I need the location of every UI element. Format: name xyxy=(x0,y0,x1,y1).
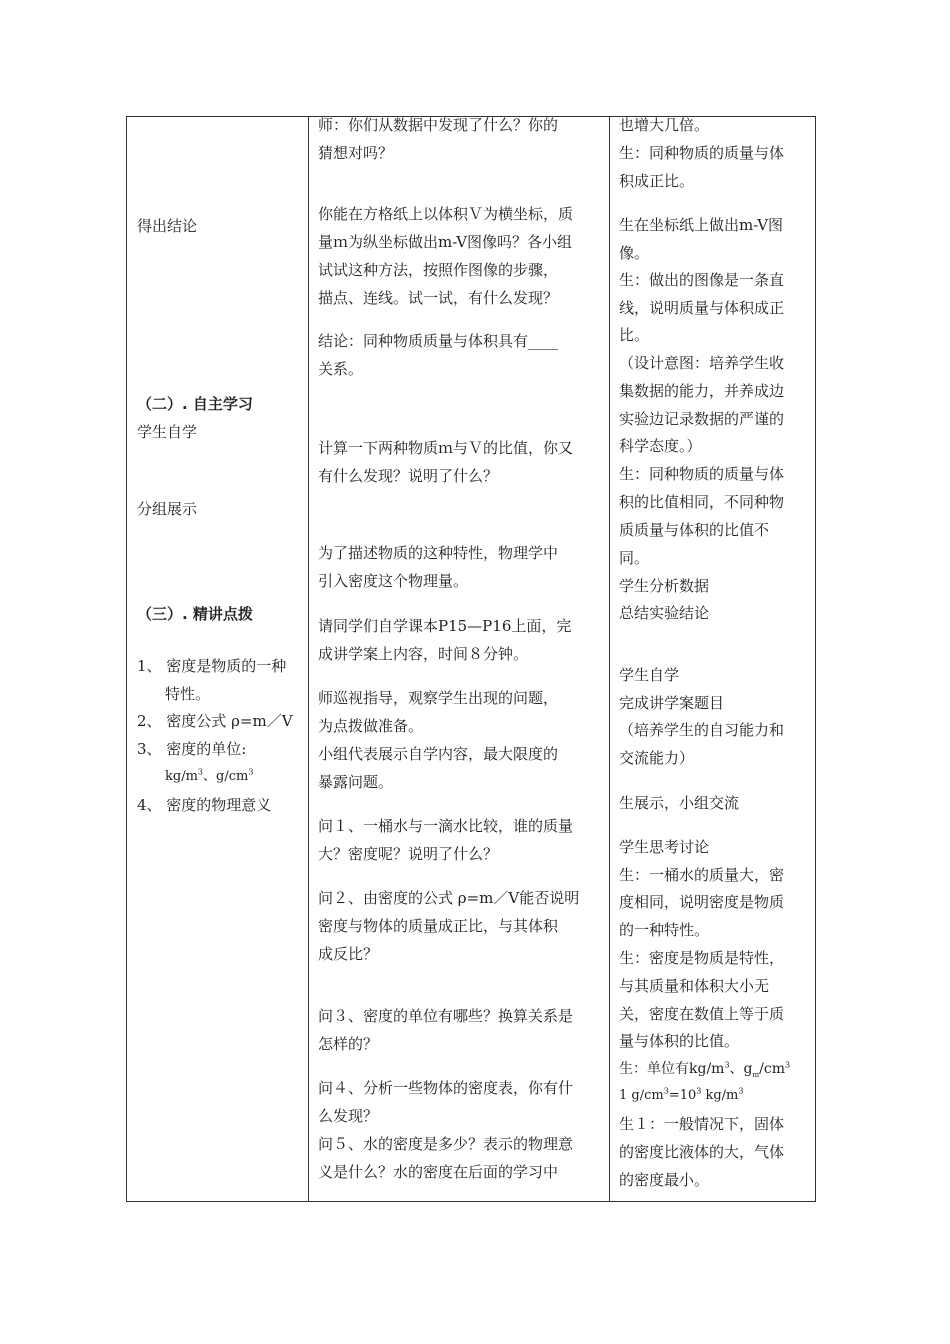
text-line: 计算一下两种物质ｍ与Ｖ的比值，你又 xyxy=(318,439,574,457)
point-item: 特性。 xyxy=(165,685,211,703)
design-note-line: 实验边记录数据的严谨的 xyxy=(619,410,785,428)
text-line: 完成讲学案题目 xyxy=(619,694,725,712)
text-line: 质质量与体积的比值不 xyxy=(619,521,770,539)
stage-group-presentation: 分组展示 xyxy=(137,500,198,518)
point-item: 4、 密度的物理意义 xyxy=(137,796,272,814)
text-line: 生在坐标纸上做出m-V图 xyxy=(619,216,784,234)
question-line: 问１、一桶水与一滴水比较，谁的质量 xyxy=(318,817,574,835)
text-line: 同。 xyxy=(619,549,650,567)
text-line: 度相同，说明密度是物质 xyxy=(619,893,785,911)
text-line: 量与体积的比值。 xyxy=(619,1032,740,1050)
text-line: 学生自学 xyxy=(619,666,680,684)
text-line: 师：你们从数据中发现了什么？你的 xyxy=(318,116,559,134)
text-line: 生１：一般情况下，固体 xyxy=(619,1115,785,1133)
text-line: 暴露问题。 xyxy=(318,773,394,791)
point-item: 2、 密度公式 ρ=m／V xyxy=(137,712,293,730)
question-line: 密度与物体的质量成正比，与其体积 xyxy=(318,917,559,935)
unit-conversion-line: 1 $g/cm^3=10^3$ $kg/m^3$ xyxy=(619,1086,744,1103)
question-line: 义是什么？水的密度在后面的学习中 xyxy=(318,1163,559,1181)
point-item: 3、 密度的单位: xyxy=(137,740,247,758)
question-line: 问２、由密度的公式 ρ=m／V能否说明 xyxy=(318,889,580,907)
text-line: 猜想对吗？ xyxy=(318,144,394,162)
text-line: 学生思考讨论 xyxy=(619,838,710,856)
text-line: 成讲学案上内容，时间８分钟。 xyxy=(318,645,529,663)
design-note-line: 科学态度。） xyxy=(619,437,702,455)
text-line: 关，密度在数值上等于质 xyxy=(619,1005,785,1023)
text-line: 为点拨做准备。 xyxy=(318,717,424,735)
text-line: 线，说明质量与体积成正 xyxy=(619,299,785,317)
text-line: 生：同种物质的质量与体 xyxy=(619,144,785,162)
text-line: 试试这种方法，按照作图像的步骤， xyxy=(318,261,559,279)
text-line: 引入密度这个物理量。 xyxy=(318,572,469,590)
question-line: 成反比？ xyxy=(318,945,379,963)
text-line: 师巡视指导，观察学生出现的问题， xyxy=(318,689,559,707)
text-line: 请同学们自学课本P15—P16上面，完 xyxy=(318,617,572,635)
text-line: 总结实验结论 xyxy=(619,604,710,622)
text-line: 有什么发现？说明了什么？ xyxy=(318,467,499,485)
text-line: 你能在方格纸上以体积Ｖ为横坐标，质 xyxy=(318,205,574,223)
text-line: 结论：同种物质质量与体积具有____ xyxy=(318,332,559,350)
text-line: 的密度最小。 xyxy=(619,1171,710,1189)
text-line: 与其质量和体积大小无 xyxy=(619,977,770,995)
text-line: 积成正比。 xyxy=(619,172,695,190)
text-line: 像。 xyxy=(619,244,650,262)
text-line: 量ｍ为纵坐标做出m-V图像吗？各小组 xyxy=(318,233,573,251)
unit-line: 生：单位有$kg/m^3$、$g_m/cm^3$ xyxy=(619,1060,791,1079)
text-line: 的密度比液体的大，气体 xyxy=(619,1143,785,1161)
text-line: 生：做出的图像是一条直 xyxy=(619,271,785,289)
design-note-line: （培养学生的自习能力和 xyxy=(619,721,785,739)
column-divider xyxy=(308,117,309,1201)
stage-student-self-study: 学生自学 xyxy=(137,423,198,441)
section-heading-key-points: （三）. 精讲点拨 xyxy=(137,605,253,623)
text-line: 也增大几倍。 xyxy=(619,116,710,134)
design-note-line: 集数据的能力，并养成边 xyxy=(619,382,785,400)
text-line: 学生分析数据 xyxy=(619,577,710,595)
stage-conclusion: 得出结论 xyxy=(137,217,198,235)
text-line: 生展示，小组交流 xyxy=(619,794,740,812)
section-heading-self-study: （二）. 自主学习 xyxy=(137,395,253,413)
design-note-line: （设计意图：培养学生收 xyxy=(619,354,785,372)
text-line: 的一种特性。 xyxy=(619,921,710,939)
question-line: 问３、密度的单位有哪些？换算关系是 xyxy=(318,1007,574,1025)
column-divider xyxy=(609,117,610,1201)
question-line: 大？密度呢？说明了什么？ xyxy=(318,845,499,863)
text-line: 生：一桶水的质量大，密 xyxy=(619,866,785,884)
text-line: 生：密度是物质是特性， xyxy=(619,949,785,967)
text-line: 积的比值相同，不同种物 xyxy=(619,493,785,511)
text-line: 为了描述物质的这种特性，物理学中 xyxy=(318,544,559,562)
question-line: 怎样的？ xyxy=(318,1035,379,1053)
text-line: 描点、连线。试一试，有什么发现？ xyxy=(318,289,559,307)
text-line: 小组代表展示自学内容，最大限度的 xyxy=(318,745,559,763)
density-units: $kg/m^3$、$g/cm^3$ xyxy=(165,767,254,784)
point-item: 1、 密度是物质的一种 xyxy=(137,657,287,675)
text-line: 生：同种物质的质量与体 xyxy=(619,465,785,483)
text-line: 比。 xyxy=(619,326,650,344)
question-line: 么发现？ xyxy=(318,1107,379,1125)
question-line: 问４、分析一些物体的密度表，你有什 xyxy=(318,1079,574,1097)
design-note-line: 交流能力） xyxy=(619,749,695,767)
text-line: 关系。 xyxy=(318,360,364,378)
question-line: 问５、水的密度是多少？表示的物理意 xyxy=(318,1135,574,1153)
